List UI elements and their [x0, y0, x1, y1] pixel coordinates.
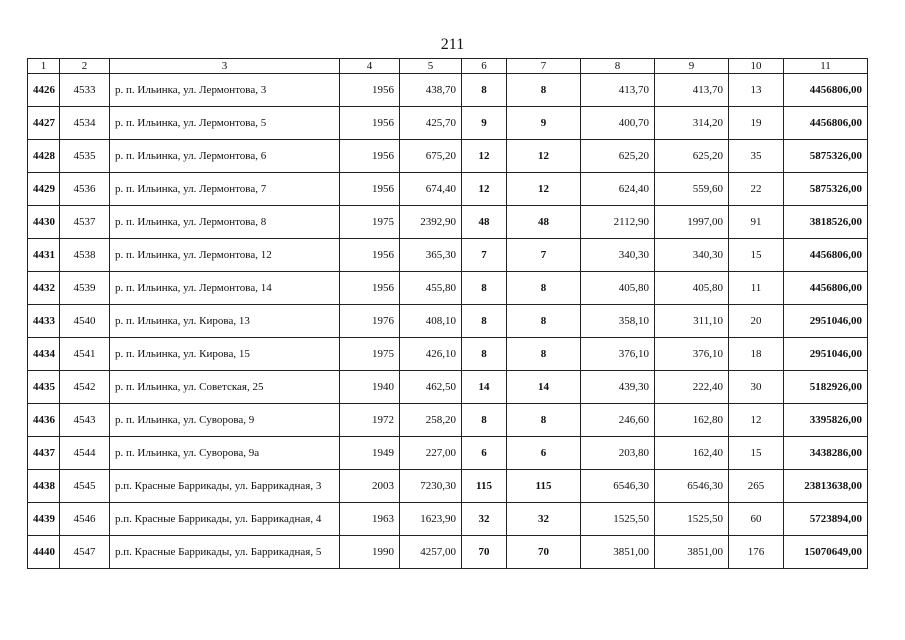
table-cell: 1956 [340, 140, 400, 173]
table-cell: 1956 [340, 173, 400, 206]
table-cell: 1949 [340, 437, 400, 470]
table-cell: 426,10 [400, 338, 462, 371]
table-cell: 4544 [60, 437, 110, 470]
table-cell: 4536 [60, 173, 110, 206]
table-cell: 4534 [60, 107, 110, 140]
table-cell: 203,80 [581, 437, 655, 470]
table-cell: 8 [507, 338, 581, 371]
housing-table [27, 58, 868, 569]
table-cell: р. п. Ильинка, ул. Советская, 25 [110, 371, 340, 404]
table-cell: 8 [462, 404, 507, 437]
table-cell: 176 [729, 536, 784, 569]
table-row [28, 404, 868, 437]
table-cell: 4437 [28, 437, 60, 470]
table-cell: 1956 [340, 74, 400, 107]
table-cell: 162,40 [655, 437, 729, 470]
table-cell: 4543 [60, 404, 110, 437]
table-cell: 1940 [340, 371, 400, 404]
table-cell: 2112,90 [581, 206, 655, 239]
table-cell: 1972 [340, 404, 400, 437]
table-cell: 4547 [60, 536, 110, 569]
table-row [28, 437, 868, 470]
table-row [28, 536, 868, 569]
table-cell: 311,10 [655, 305, 729, 338]
table-cell: 32 [462, 503, 507, 536]
table-cell: 4456806,00 [784, 107, 868, 140]
table-cell: 405,80 [655, 272, 729, 305]
table-cell: 12 [507, 140, 581, 173]
table-cell: р. п. Ильинка, ул. Лермонтова, 8 [110, 206, 340, 239]
table-row [28, 470, 868, 503]
table-cell: 4426 [28, 74, 60, 107]
table-cell: 4440 [28, 536, 60, 569]
table-cell: 675,20 [400, 140, 462, 173]
table-cell: 8 [507, 305, 581, 338]
table-cell: 115 [507, 470, 581, 503]
table-cell: 5875326,00 [784, 140, 868, 173]
table-cell: 4433 [28, 305, 60, 338]
column-header: 6 [462, 59, 507, 74]
table-cell: 340,30 [655, 239, 729, 272]
table-cell: 1997,00 [655, 206, 729, 239]
table-cell: 4545 [60, 470, 110, 503]
table-cell: 4427 [28, 107, 60, 140]
table-cell: 60 [729, 503, 784, 536]
table-cell: 4537 [60, 206, 110, 239]
table-cell: 4432 [28, 272, 60, 305]
table-cell: 4546 [60, 503, 110, 536]
table-cell: р. п. Ильинка, ул. Суворова, 9 [110, 404, 340, 437]
table-cell: 4430 [28, 206, 60, 239]
table-cell: 1990 [340, 536, 400, 569]
table-cell: 9 [507, 107, 581, 140]
table-cell: 9 [462, 107, 507, 140]
column-header: 8 [581, 59, 655, 74]
table-cell: 15 [729, 239, 784, 272]
table-cell: 3438286,00 [784, 437, 868, 470]
table-cell: 115 [462, 470, 507, 503]
table-cell: 674,40 [400, 173, 462, 206]
table-cell: р. п. Ильинка, ул. Кирова, 15 [110, 338, 340, 371]
table-cell: 91 [729, 206, 784, 239]
table-cell: 6 [462, 437, 507, 470]
table-cell: 48 [507, 206, 581, 239]
table-cell: 4456806,00 [784, 74, 868, 107]
table-cell: 4438 [28, 470, 60, 503]
table-cell: 8 [462, 272, 507, 305]
column-header: 1 [28, 59, 60, 74]
table-cell: 8 [507, 74, 581, 107]
table-cell: р. п. Ильинка, ул. Лермонтова, 12 [110, 239, 340, 272]
table-cell: 6 [507, 437, 581, 470]
table-cell: 12 [462, 140, 507, 173]
table-row [28, 140, 868, 173]
column-header: 4 [340, 59, 400, 74]
column-header: 3 [110, 59, 340, 74]
column-header: 9 [655, 59, 729, 74]
table-cell: 32 [507, 503, 581, 536]
table-cell: 376,10 [655, 338, 729, 371]
table-row [28, 239, 868, 272]
table-cell: 4428 [28, 140, 60, 173]
table-cell: 3395826,00 [784, 404, 868, 437]
table-cell: 8 [507, 272, 581, 305]
table-cell: 376,10 [581, 338, 655, 371]
table-cell: р.п. Красные Баррикады, ул. Баррикадная, 4 [110, 503, 340, 536]
table-cell: 265 [729, 470, 784, 503]
table-cell: 5723894,00 [784, 503, 868, 536]
table-cell: 7 [507, 239, 581, 272]
table-row [28, 338, 868, 371]
table-cell: 413,70 [581, 74, 655, 107]
table-cell: 12 [507, 173, 581, 206]
table-cell: 6546,30 [581, 470, 655, 503]
table-cell: р. п. Ильинка, ул. Кирова, 13 [110, 305, 340, 338]
table-cell: 4542 [60, 371, 110, 404]
column-header-row [28, 59, 868, 74]
table-cell: 7 [462, 239, 507, 272]
table-cell: 1976 [340, 305, 400, 338]
table-body [28, 59, 868, 569]
table-cell: 1956 [340, 239, 400, 272]
table-cell: 4431 [28, 239, 60, 272]
table-cell: 624,40 [581, 173, 655, 206]
table-cell: 12 [462, 173, 507, 206]
table-row [28, 74, 868, 107]
column-header: 7 [507, 59, 581, 74]
table-cell: 559,60 [655, 173, 729, 206]
table-cell: 7230,30 [400, 470, 462, 503]
table-cell: 340,30 [581, 239, 655, 272]
table-cell: 8 [462, 74, 507, 107]
table-cell: 3851,00 [655, 536, 729, 569]
table-cell: 625,20 [655, 140, 729, 173]
table-cell: 425,70 [400, 107, 462, 140]
table-cell: 1623,90 [400, 503, 462, 536]
table-cell: 12 [729, 404, 784, 437]
table-cell: 4435 [28, 371, 60, 404]
table-cell: р.п. Красные Баррикады, ул. Баррикадная, 3 [110, 470, 340, 503]
table-cell: р. п. Ильинка, ул. Суворова, 9а [110, 437, 340, 470]
table-cell: 4533 [60, 74, 110, 107]
table-cell: 4456806,00 [784, 239, 868, 272]
table-cell: 4429 [28, 173, 60, 206]
table-cell: 22 [729, 173, 784, 206]
table-cell: 6546,30 [655, 470, 729, 503]
table-cell: 438,70 [400, 74, 462, 107]
column-header: 5 [400, 59, 462, 74]
table-cell: 8 [507, 404, 581, 437]
table-cell: 408,10 [400, 305, 462, 338]
table-cell: 1956 [340, 272, 400, 305]
table-cell: 358,10 [581, 305, 655, 338]
table-cell: 400,70 [581, 107, 655, 140]
table-cell: 625,20 [581, 140, 655, 173]
table-cell: 70 [507, 536, 581, 569]
table-cell: 4436 [28, 404, 60, 437]
table-cell: 4535 [60, 140, 110, 173]
table-cell: р.п. Красные Баррикады, ул. Баррикадная, 5 [110, 536, 340, 569]
table-cell: 4540 [60, 305, 110, 338]
table-cell: 15 [729, 437, 784, 470]
table-cell: 19 [729, 107, 784, 140]
table-cell: 1975 [340, 206, 400, 239]
table-cell: 2951046,00 [784, 305, 868, 338]
table-cell: 8 [462, 338, 507, 371]
table-cell: 162,80 [655, 404, 729, 437]
column-header: 10 [729, 59, 784, 74]
table-cell: 1956 [340, 107, 400, 140]
table-cell: 30 [729, 371, 784, 404]
table-cell: 14 [462, 371, 507, 404]
table-cell: 35 [729, 140, 784, 173]
table-cell: 3818526,00 [784, 206, 868, 239]
page-number: 211 [440, 36, 465, 53]
table-cell: 18 [729, 338, 784, 371]
table-cell: 413,70 [655, 74, 729, 107]
table-cell: 4539 [60, 272, 110, 305]
table-cell: 5875326,00 [784, 173, 868, 206]
table-cell: 14 [507, 371, 581, 404]
table-cell: р. п. Ильинка, ул. Лермонтова, 3 [110, 74, 340, 107]
table-cell: 258,20 [400, 404, 462, 437]
table-cell: 1525,50 [655, 503, 729, 536]
table-row [28, 173, 868, 206]
table-cell: 4541 [60, 338, 110, 371]
table-cell: 227,00 [400, 437, 462, 470]
table-cell: 1975 [340, 338, 400, 371]
table-cell: 4538 [60, 239, 110, 272]
table-cell: 1963 [340, 503, 400, 536]
table-cell: 439,30 [581, 371, 655, 404]
table-row [28, 272, 868, 305]
table-cell: 4434 [28, 338, 60, 371]
table-cell: 4456806,00 [784, 272, 868, 305]
table-cell: 365,30 [400, 239, 462, 272]
table-cell: 2392,90 [400, 206, 462, 239]
table-cell: 8 [462, 305, 507, 338]
table-cell: 4257,00 [400, 536, 462, 569]
table-cell: р. п. Ильинка, ул. Лермонтова, 6 [110, 140, 340, 173]
table-cell: 222,40 [655, 371, 729, 404]
column-header: 11 [784, 59, 868, 74]
table-cell: 4439 [28, 503, 60, 536]
table-cell: 23813638,00 [784, 470, 868, 503]
table-cell: 70 [462, 536, 507, 569]
table-cell: 1525,50 [581, 503, 655, 536]
table-cell: 405,80 [581, 272, 655, 305]
table-cell: 2003 [340, 470, 400, 503]
table-cell: 11 [729, 272, 784, 305]
table-cell: 314,20 [655, 107, 729, 140]
table-cell: 20 [729, 305, 784, 338]
table-row [28, 107, 868, 140]
table-cell: 13 [729, 74, 784, 107]
table-cell: 455,80 [400, 272, 462, 305]
table-row [28, 371, 868, 404]
table-cell: 246,60 [581, 404, 655, 437]
table-cell: р. п. Ильинка, ул. Лермонтова, 5 [110, 107, 340, 140]
table-row [28, 206, 868, 239]
table-row [28, 305, 868, 338]
table-cell: 5182926,00 [784, 371, 868, 404]
table-cell: 48 [462, 206, 507, 239]
table-cell: 3851,00 [581, 536, 655, 569]
table-row [28, 503, 868, 536]
table-cell: р. п. Ильинка, ул. Лермонтова, 14 [110, 272, 340, 305]
column-header: 2 [60, 59, 110, 74]
table-cell: р. п. Ильинка, ул. Лермонтова, 7 [110, 173, 340, 206]
table-cell: 2951046,00 [784, 338, 868, 371]
table-cell: 462,50 [400, 371, 462, 404]
table-cell: 15070649,00 [784, 536, 868, 569]
